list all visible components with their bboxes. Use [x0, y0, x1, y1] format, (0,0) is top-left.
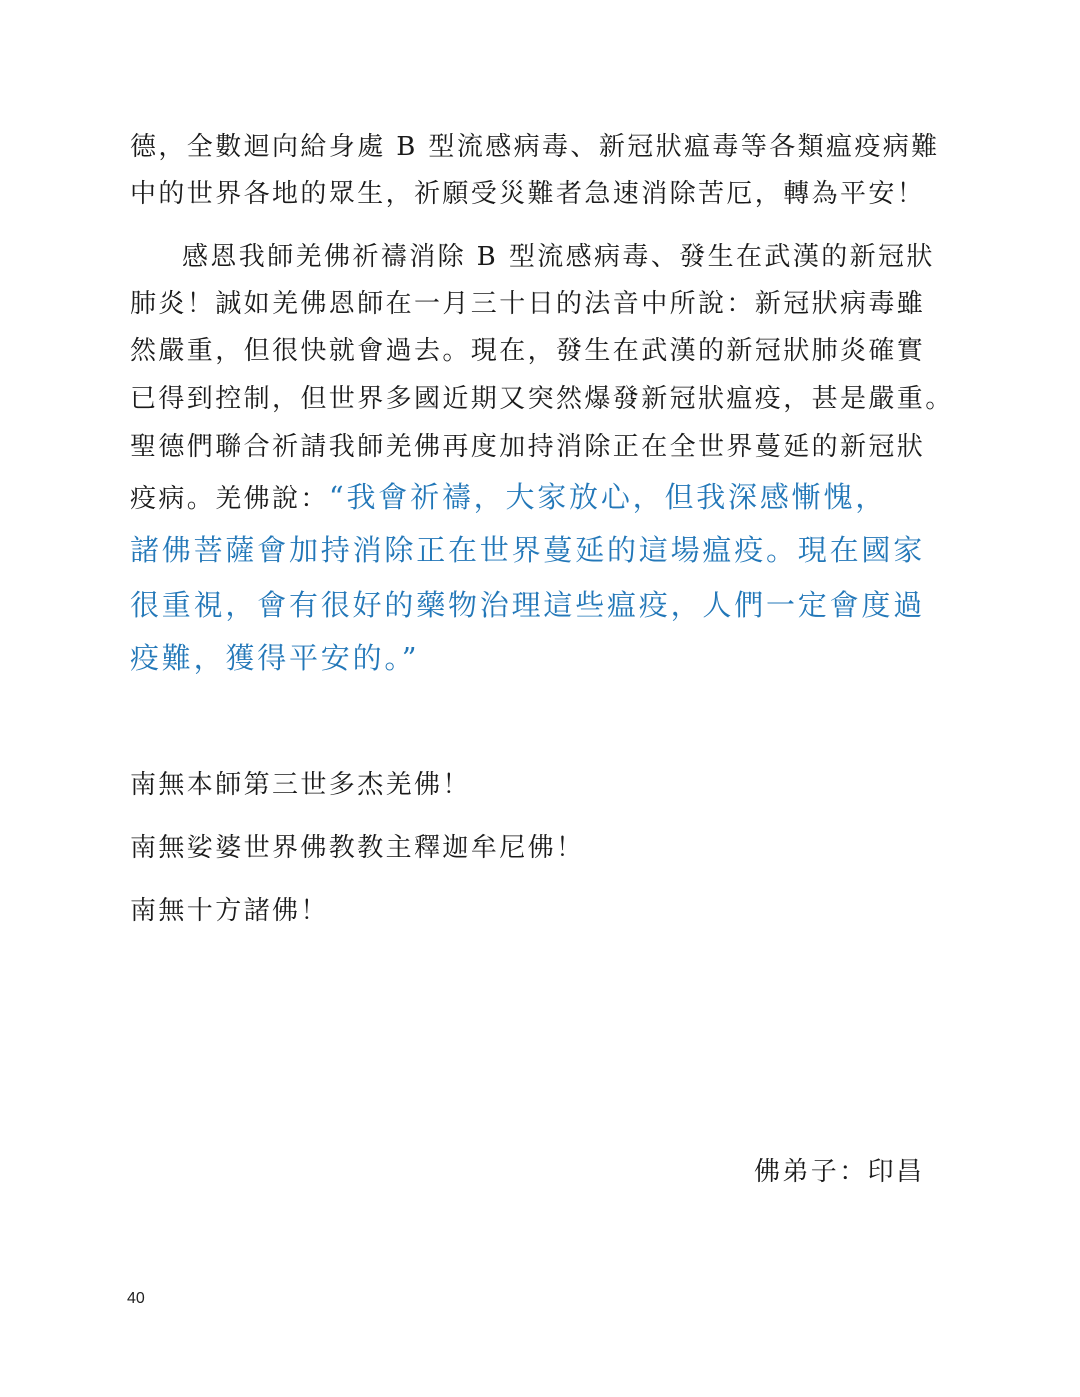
signature: 佛弟子：印昌	[754, 1157, 925, 1187]
paragraph2-line-4: 已得到控制，但世界多國近期又突然爆發新冠狀瘟疫，甚是嚴重。	[130, 384, 954, 414]
paragraph1-line-1: 德，全數迴向給身處 B 型流感病毒、新冠狀瘟毒等各類瘟疫病難	[130, 132, 940, 162]
paragraph1-line-2: 中的世界各地的眾生，祈願受災難者急速消除苦厄，轉為平安！	[130, 179, 926, 209]
quote-intro: 疫病。羌佛說：	[130, 484, 329, 514]
quote-line-1	[130, 480, 930, 516]
paragraph2-line-5: 聖德們聯合祈請我師羌佛再度加持消除正在全世界蔓延的新冠狀	[130, 432, 926, 462]
quote-text-1: “我會祈禱，大家放心，但我深感慚愧，	[328, 480, 888, 514]
quote-line-3: 很重視，會有很好的藥物治理這些瘟疫，人們一定會度過	[130, 588, 926, 622]
paragraph2-line-3: 然嚴重，但很快就會過去。現在，發生在武漢的新冠狀肺炎確實	[130, 336, 926, 366]
quote-line-2: 諸佛菩薩會加持消除正在世界蔓延的這場瘟疫。現在國家	[130, 533, 926, 567]
paragraph2-line-2: 肺炎！誠如羌佛恩師在一月三十日的法音中所說：新冠狀病毒雖	[130, 289, 926, 319]
invocation-1: 南無本師第三世多杰羌佛！	[130, 770, 471, 800]
quote-line-4: 疫難，獲得平安的。”	[130, 641, 420, 675]
page-number: 40	[127, 1290, 145, 1307]
invocation-3: 南無十方諸佛！	[130, 896, 329, 926]
invocation-2: 南無娑婆世界佛教教主釋迦牟尼佛！	[130, 833, 585, 863]
paragraph2-line-1: 感恩我師羌佛祈禱消除 B 型流感病毒、發生在武漢的新冠狀	[182, 242, 935, 272]
